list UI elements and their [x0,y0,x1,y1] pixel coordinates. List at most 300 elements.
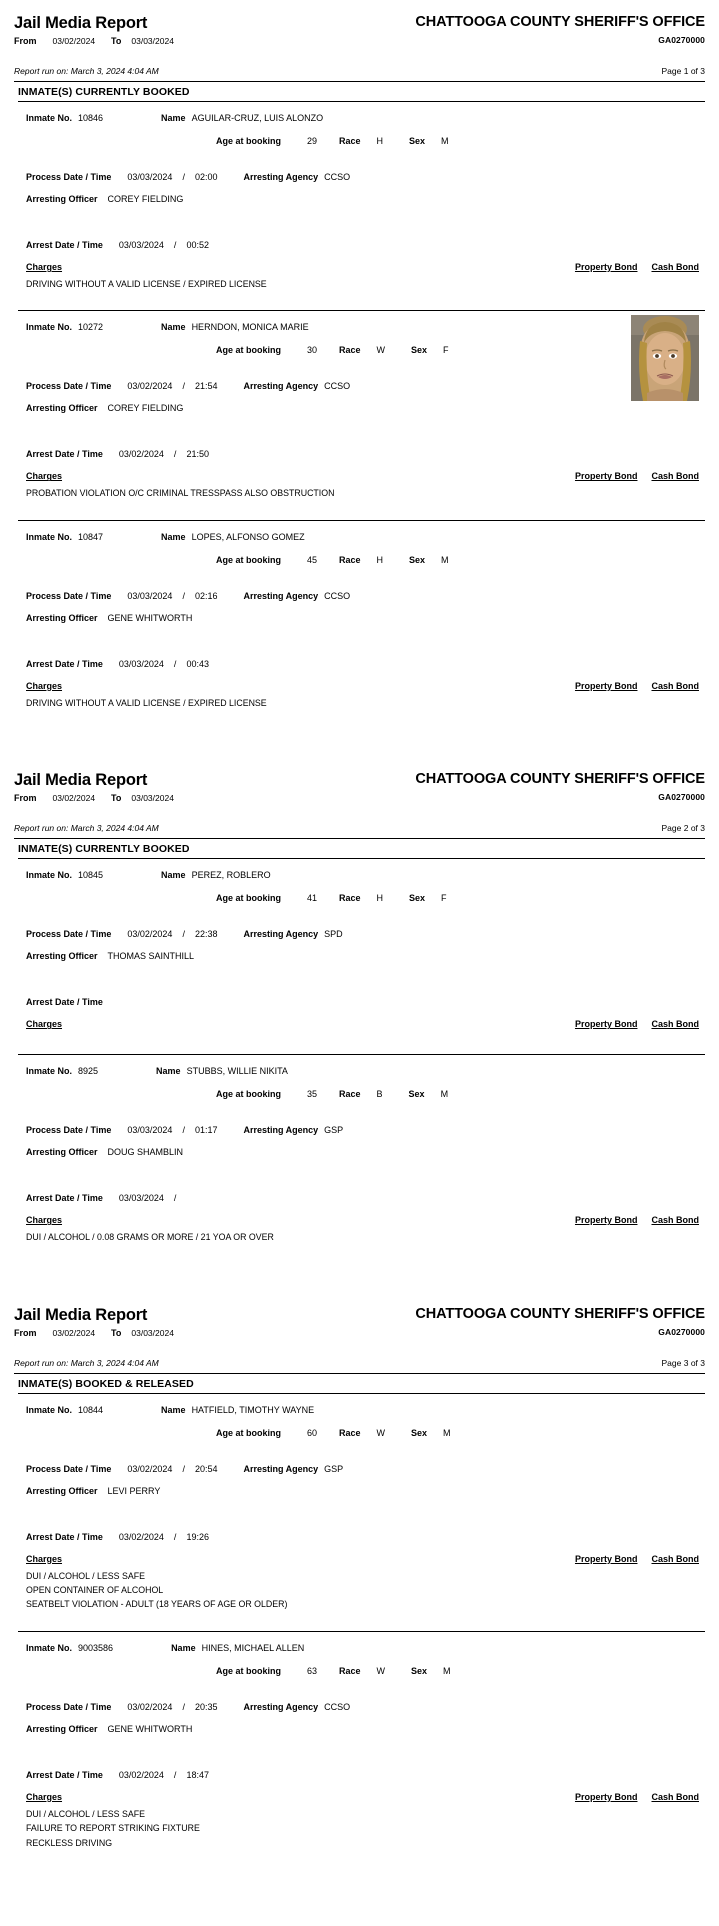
run-on-label: Report run on: [14,65,69,76]
inmate-identity-row [26,107,705,127]
charges-label: Charges [26,1791,63,1802]
header-divider [14,838,705,839]
report-date-range [14,36,705,46]
charges-header-row [26,1013,705,1033]
race-label: Race [339,1665,361,1676]
inmate-identity-row [26,864,705,884]
arrest-date-time-label: Arrest Date / Time [26,239,103,250]
process-time-value: 21:54 [194,381,218,392]
charges-header-row [26,1548,705,1568]
arrest-row [26,1526,705,1546]
inmate-identity-row [26,1637,705,1657]
inmate-no-value: 8925 [78,1066,99,1077]
process-slash: / [182,1701,185,1712]
name-label: Name [161,112,186,123]
inmate-identity-row [26,1399,705,1419]
from-date: 03/02/2024 [52,1327,96,1338]
arrest-time-value: 00:43 [186,658,209,669]
inmate-name-value: HINES, MICHAEL ALLEN [201,1642,305,1653]
process-date-time-label: Process Date / Time [26,1125,112,1136]
inmate-demographics-row [26,887,705,907]
bond-headers [575,1548,699,1568]
arrest-slash: / [173,1193,177,1204]
from-label: From [14,35,37,46]
arresting-agency-value: GSP [324,1125,344,1136]
arrest-time-value: 18:47 [186,1769,209,1780]
charges-list [18,698,705,711]
age-value: 30 [307,345,318,356]
page-number: Page 3 of 3 [661,1357,705,1368]
race-value: H [376,554,384,565]
header-divider [14,81,705,82]
process-slash: / [182,1125,185,1136]
page-header [14,0,705,102]
arrest-row [26,1764,705,1784]
arresting-officer-row [26,1718,705,1738]
run-datetime: March 3, 2024 4:04 AM [70,823,159,834]
arresting-agency-label: Arresting Agency [243,929,319,940]
property-bond-label[interactable]: Property Bond [574,1553,638,1564]
bond-headers [575,1209,699,1229]
arrest-date-time-label: Arrest Date / Time [26,658,103,669]
charges-header-row [26,1209,705,1229]
process-slash: / [182,929,185,940]
bond-headers [575,675,699,695]
arresting-agency-value: GSP [324,1463,344,1474]
inmate-no-label: Inmate No. [26,531,73,542]
charge-line: DUI / ALCOHOL / LESS SAFE [26,1570,145,1581]
process-date-time-label: Process Date / Time [26,929,112,940]
sex-value: M [443,1665,451,1676]
to-date: 03/03/2024 [131,1327,174,1338]
arresting-officer-label: Arresting Officer [26,193,98,204]
inmate-no-label: Inmate No. [26,1404,73,1415]
sex-value: M [441,135,449,146]
arresting-officer-row [26,1480,705,1500]
race-value: H [376,893,384,904]
to-date: 03/03/2024 [131,35,174,46]
charges-label: Charges [26,1019,63,1030]
report-run-line [14,823,705,837]
sex-label: Sex [408,1089,425,1100]
name-label: Name [171,1642,196,1653]
report-title: Jail Media Report [14,14,148,32]
process-date-time-label: Process Date / Time [26,1463,112,1474]
charges-header-row [26,1786,705,1806]
charge-line: FAILURE TO REPORT STRIKING FIXTURE [26,1823,200,1834]
charges-header-row [26,675,705,695]
arrest-date-time-label: Arrest Date / Time [26,997,103,1008]
process-time-value: 20:35 [194,1701,218,1712]
to-date: 03/03/2024 [131,793,174,804]
arrest-row [26,1187,705,1207]
page-break-gap [0,723,719,757]
process-row [26,1458,705,1478]
arrest-date-time-label: Arrest Date / Time [26,1531,103,1542]
inmate-no-value: 9003586 [78,1642,114,1653]
charges-label: Charges [26,680,63,691]
charge-line: SEATBELT VIOLATION - ADULT (18 YEARS OF AGE OR OLDER) [26,1599,288,1610]
charge-line: DRIVING WITHOUT A VALID LICENSE / EXPIRED LICENSE [26,697,267,708]
charge-line: DUI / ALCOHOL / LESS SAFE [26,1808,145,1819]
property-bond-label[interactable]: Property Bond [574,261,638,272]
property-bond-label[interactable]: Property Bond [574,471,638,482]
age-label: Age at booking [216,345,281,356]
arresting-officer-row [26,397,705,417]
process-time-value: 02:16 [194,590,218,601]
name-label: Name [156,1066,181,1077]
race-value: W [376,1665,386,1676]
sex-value: M [443,1427,451,1438]
page-header [14,757,705,859]
process-time-value: 02:00 [194,171,218,182]
process-date-value: 03/03/2024 [127,1125,173,1136]
inmate-name-value: AGUILAR-CRUZ, LUIS ALONZO [191,112,324,123]
section-title: INMATE(S) CURRENTLY BOOKED [18,843,190,856]
process-date-value: 03/02/2024 [127,1463,173,1474]
arresting-agency-value: CCSO [324,590,351,601]
inmate-name-value: LOPES, ALFONSO GOMEZ [191,531,305,542]
inmate-no-value: 10844 [78,1404,104,1415]
charges-list [18,279,705,292]
property-bond-label[interactable]: Property Bond [574,1215,638,1226]
from-date: 03/02/2024 [52,793,96,804]
inmate-identity-row [26,1060,705,1080]
process-date-time-label: Process Date / Time [26,590,112,601]
report-page [0,1292,719,1864]
sex-label: Sex [409,135,426,146]
race-value: B [376,1089,383,1100]
process-date-time-label: Process Date / Time [26,1701,112,1712]
arresting-agency-label: Arresting Agency [243,590,319,601]
age-label: Age at booking [216,1089,281,1100]
inmate-identity-row [26,316,705,336]
charges-list [18,1571,705,1613]
inmate-no-label: Inmate No. [26,870,73,881]
inmate-record[interactable] [18,1632,705,1863]
run-on-label: Report run on: [14,1357,69,1368]
agency-ori-number: GA0270000 [658,1326,705,1337]
age-value: 29 [307,135,318,146]
to-label: To [111,1327,122,1338]
inmate-no-value: 10272 [78,322,104,333]
inmate-name-value: HATFIELD, TIMOTHY WAYNE [191,1404,315,1415]
process-row [26,166,705,186]
record-spacer [18,1613,705,1625]
arrest-slash: / [173,658,177,669]
age-value: 35 [307,1089,318,1100]
arrest-row [26,234,705,254]
arresting-officer-value: COREY FIELDING [107,193,184,204]
arrest-date-value: 03/02/2024 [118,1769,164,1780]
inmate-name-value: STUBBS, WILLIE NIKITA [186,1066,288,1077]
property-bond-label[interactable]: Property Bond [574,1019,638,1030]
race-value: W [376,345,386,356]
record-spacer [18,711,705,723]
arrest-slash: / [173,239,177,250]
inmate-demographics-row [26,130,705,150]
arrest-row [26,443,705,463]
section-title: INMATE(S) BOOKED & RELEASED [18,1377,194,1390]
name-label: Name [161,531,186,542]
arrest-slash: / [173,1531,177,1542]
report-date-range [14,1328,705,1338]
charge-line: DUI / ALCOHOL / 0.08 GRAMS OR MORE / 21 YOA OR OVER [26,1232,274,1243]
charges-header-row [26,465,705,485]
arrest-date-time-label: Arrest Date / Time [26,449,103,460]
process-time-value: 01:17 [194,1125,218,1136]
from-date: 03/02/2024 [52,35,96,46]
process-row [26,585,705,605]
process-time-value: 20:54 [194,1463,218,1474]
inmate-no-label: Inmate No. [26,322,73,333]
inmate-demographics-row [26,1660,705,1680]
arrest-date-value: 03/03/2024 [118,239,164,250]
arrest-time-value: 21:50 [186,449,209,460]
age-value: 63 [307,1665,318,1676]
arresting-officer-value: GENE WHITWORTH [107,1723,193,1734]
sex-label: Sex [411,1427,428,1438]
record-spacer [18,1851,705,1863]
agency-ori-number: GA0270000 [658,792,705,803]
agency-name: CHATTOOGA COUNTY SHERIFF'S OFFICE [415,14,705,30]
arresting-agency-value: CCSO [324,1701,351,1712]
process-slash: / [182,381,185,392]
arrest-date-time-label: Arrest Date / Time [26,1769,103,1780]
cash-bond-label[interactable]: Cash Bond [651,1553,699,1564]
process-row [26,923,705,943]
agency-name: CHATTOOGA COUNTY SHERIFF'S OFFICE [415,1305,705,1322]
age-label: Age at booking [216,554,281,565]
sex-value: M [441,554,449,565]
cash-bond-label[interactable]: Cash Bond [651,1791,699,1802]
process-date-time-label: Process Date / Time [26,381,112,392]
arresting-officer-row [26,607,705,627]
arresting-officer-label: Arresting Officer [26,1147,98,1158]
charges-label: Charges [26,1553,63,1564]
to-label: To [111,793,122,804]
process-row [26,1119,705,1139]
arresting-officer-value: GENE WHITWORTH [107,612,193,623]
to-label: To [111,35,122,46]
arresting-agency-label: Arresting Agency [243,1125,319,1136]
inmate-no-value: 10846 [78,112,104,123]
race-label: Race [339,135,361,146]
arresting-officer-label: Arresting Officer [26,1485,98,1496]
from-label: From [14,1327,37,1338]
process-slash: / [182,171,185,182]
header-divider [14,1373,705,1374]
charges-list [18,1809,705,1851]
name-label: Name [161,1404,186,1415]
name-label: Name [161,322,186,333]
inmate-no-label: Inmate No. [26,1066,73,1077]
arrest-row [26,991,705,1011]
charge-line: PROBATION VIOLATION O/C CRIMINAL TRESSPASS ALSO OBSTRUCTION [26,488,335,499]
sex-value: F [443,345,449,356]
race-value: H [376,135,384,146]
report-title: Jail Media Report [14,1305,148,1324]
report-page [0,757,719,1257]
process-date-value: 03/02/2024 [127,381,173,392]
bond-headers [575,1013,699,1033]
page-break-gap [0,1258,719,1292]
bond-headers [575,465,699,485]
arrest-date-value: 03/03/2024 [118,658,164,669]
process-date-time-label: Process Date / Time [26,171,112,182]
inmate-record[interactable] [18,1055,705,1257]
name-label: Name [161,870,186,881]
inmate-demographics-row [26,1422,705,1442]
property-bond-label[interactable]: Property Bond [574,680,638,691]
page-number: Page 2 of 3 [661,823,705,834]
arresting-agency-label: Arresting Agency [243,1463,319,1474]
arresting-officer-row [26,945,705,965]
inmate-record[interactable] [18,311,705,513]
arresting-agency-label: Arresting Agency [243,171,319,182]
charges-label: Charges [26,1215,63,1226]
race-label: Race [339,554,361,565]
arresting-officer-value: THOMAS SAINTHILL [107,951,195,962]
cash-bond-label[interactable]: Cash Bond [651,471,699,482]
inmate-name-value: HERNDON, MONICA MARIE [191,322,309,333]
inmate-record[interactable] [18,859,705,1048]
inmate-record[interactable] [18,102,705,304]
arresting-agency-value: CCSO [324,171,351,182]
race-value: W [376,1427,386,1438]
arresting-officer-value: DOUG SHAMBLIN [107,1147,184,1158]
age-label: Age at booking [216,1665,281,1676]
bond-headers [575,1786,699,1806]
sex-label: Sex [409,893,426,904]
cash-bond-label[interactable]: Cash Bond [651,261,699,272]
race-label: Race [339,893,361,904]
page-number: Page 1 of 3 [661,65,705,76]
charges-label: Charges [26,471,63,482]
sex-label: Sex [411,1665,428,1676]
charges-list [18,488,705,501]
arresting-agency-value: CCSO [324,381,351,392]
charge-line: OPEN CONTAINER OF ALCOHOL [26,1585,164,1596]
arrest-slash: / [173,449,177,460]
process-time-value: 22:38 [194,929,218,940]
bond-headers [575,256,699,276]
process-row [26,1696,705,1716]
inmate-no-label: Inmate No. [26,1642,73,1653]
arrest-date-value: 03/03/2024 [118,1193,164,1204]
arresting-agency-label: Arresting Agency [243,1701,319,1712]
run-datetime: March 3, 2024 4:04 AM [70,1357,159,1368]
run-on-label: Report run on: [14,823,69,834]
arrest-date-time-label: Arrest Date / Time [26,1193,103,1204]
report-run-line [14,66,705,80]
cash-bond-label[interactable]: Cash Bond [651,680,699,691]
agency-ori-number: GA0270000 [658,35,705,45]
race-label: Race [339,345,361,356]
arresting-officer-label: Arresting Officer [26,951,98,962]
inmate-name-value: PEREZ, ROBLERO [191,870,271,881]
inmate-no-value: 10845 [78,870,104,881]
arresting-officer-label: Arresting Officer [26,612,98,623]
charge-line: RECKLESS DRIVING [26,1837,113,1848]
arrest-date-value: 03/02/2024 [118,449,164,460]
cash-bond-label[interactable]: Cash Bond [651,1215,699,1226]
age-label: Age at booking [216,135,281,146]
report-title: Jail Media Report [14,771,148,790]
arrest-date-value: 03/02/2024 [118,1531,164,1542]
process-date-value: 03/03/2024 [127,590,173,601]
race-label: Race [339,1089,361,1100]
race-label: Race [339,1427,361,1438]
from-label: From [14,793,37,804]
age-label: Age at booking [216,893,281,904]
arresting-officer-label: Arresting Officer [26,403,98,414]
inmate-demographics-row [26,549,705,569]
inmate-no-label: Inmate No. [26,112,73,123]
sex-label: Sex [411,345,428,356]
age-value: 60 [307,1427,318,1438]
inmate-demographics-row [26,1083,705,1103]
process-date-value: 03/02/2024 [127,1701,173,1712]
arresting-officer-value: LEVI PERRY [107,1485,161,1496]
page-header [14,1292,705,1394]
inmate-record[interactable] [18,521,705,723]
inmate-no-value: 10847 [78,531,104,542]
charge-line: DRIVING WITHOUT A VALID LICENSE / EXPIRED LICENSE [26,278,267,289]
sex-label: Sex [409,554,426,565]
process-slash: / [182,1463,185,1474]
sex-value: F [441,893,447,904]
sex-value: M [440,1089,449,1100]
arrest-time-value: 19:26 [186,1531,209,1542]
process-date-value: 03/02/2024 [127,929,173,940]
property-bond-label[interactable]: Property Bond [574,1791,638,1802]
process-row [26,375,705,395]
run-datetime: March 3, 2024 4:04 AM [70,65,159,76]
charges-header-row [26,256,705,276]
record-spacer [18,1036,705,1048]
arrest-row [26,653,705,673]
age-label: Age at booking [216,1427,281,1438]
record-spacer [18,292,705,304]
arrest-time-value: 00:52 [186,239,209,250]
arresting-officer-value: COREY FIELDING [107,403,184,414]
report-page [0,0,719,723]
age-value: 41 [307,893,318,904]
report-run-line [14,1358,705,1372]
record-spacer [18,1246,705,1258]
record-spacer [18,502,705,514]
section-title: INMATE(S) CURRENTLY BOOKED [18,85,190,98]
inmate-record[interactable] [18,1394,705,1625]
arresting-officer-row [26,1141,705,1161]
cash-bond-label[interactable]: Cash Bond [651,1019,699,1030]
inmate-demographics-row [26,339,705,359]
arresting-officer-label: Arresting Officer [26,1723,98,1734]
charges-label: Charges [26,261,63,272]
arresting-officer-row [26,188,705,208]
inmate-identity-row [26,526,705,546]
charges-list [18,1232,705,1245]
age-value: 45 [307,554,318,565]
process-slash: / [182,590,185,601]
agency-name: CHATTOOGA COUNTY SHERIFF'S OFFICE [415,771,705,788]
process-date-value: 03/03/2024 [127,171,173,182]
arresting-agency-value: SPD [324,929,343,940]
arrest-slash: / [173,1769,177,1780]
arresting-agency-label: Arresting Agency [243,381,319,392]
report-date-range [14,793,705,803]
